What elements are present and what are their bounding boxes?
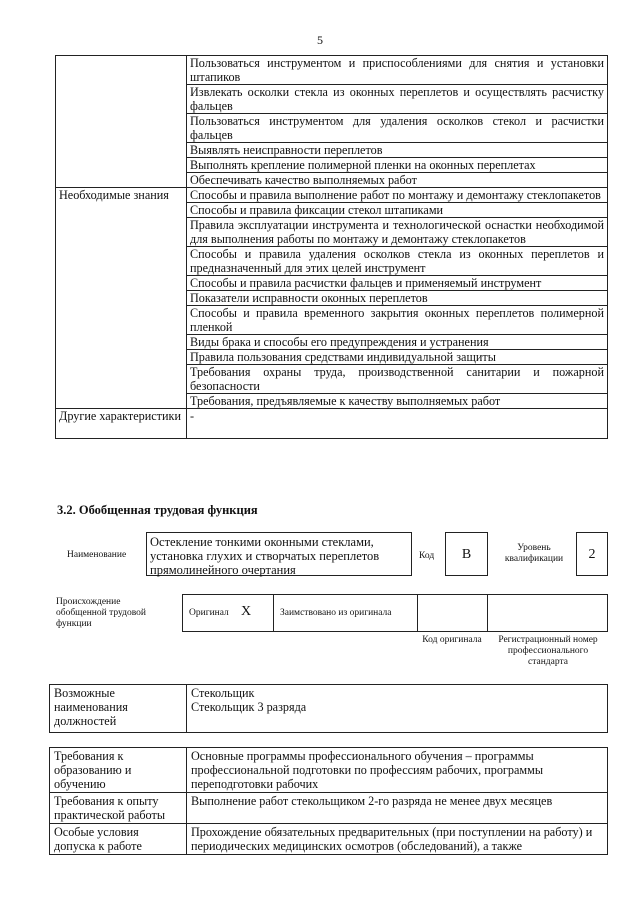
naming-label: Наименование	[67, 550, 127, 560]
list-item: Выполнять крепление полимерной пленки на оконных переплетах	[187, 158, 608, 173]
code-caption: Код оригинала	[422, 635, 482, 645]
reg-number-cell	[488, 595, 607, 631]
row-label: Возможные наименования должностей	[50, 685, 187, 733]
reg-caption: Регистрационный номер профессионального стандарта	[498, 635, 598, 667]
code-value: B	[445, 532, 488, 576]
table-row	[50, 824, 608, 855]
code-label: Код	[419, 551, 435, 561]
row-label: Требования к образованию и обучению	[50, 748, 187, 793]
page-number: 5	[317, 33, 323, 47]
row-label-knowledge: Необходимые знания	[56, 188, 187, 409]
list-item: Требования охраны труда, производственной санитарии и пожарной безопасности	[187, 365, 608, 394]
row-label: Особые условия допуска к работе	[50, 824, 187, 855]
list-item: Способы и правила удаления осколков стекла из оконных переплетов и предназначенный для этих целей инструмент	[187, 247, 608, 276]
list-item: Требования, предъявляемые к качеству выполняемых работ	[187, 394, 608, 409]
row-label: Требования к опыту практической работы	[50, 793, 187, 824]
original-label: Оригинал	[189, 608, 229, 618]
list-item: Способы и правила фиксации стекол штапиками	[187, 203, 608, 218]
naming-value: Остекление тонкими оконными стеклами, установка глухих и створчатых переплетов прямолинейного очертания	[146, 532, 412, 576]
positions-cell	[187, 685, 608, 733]
list-item: -	[187, 409, 608, 439]
original-cell	[183, 595, 274, 631]
row-value: Прохождение обязательных предварительных (при поступлении на работу) и периодических медицинских осмотров (обследований), а также	[187, 824, 608, 855]
borrowed-cell	[274, 595, 418, 631]
borrowed-label: Заимствовано из оригинала	[280, 608, 392, 618]
list-item: Виды брака и способы его предупреждения и устранения	[187, 335, 608, 350]
original-mark: X	[241, 604, 252, 619]
list-item: Способы и правила расчистки фальцев и применяемый инструмент	[187, 276, 608, 291]
origin-box	[182, 594, 608, 632]
list-item: Обеспечивать качество выполняемых работ	[187, 173, 608, 188]
table-row	[50, 685, 608, 733]
origin-label: Происхождение обобщенной трудовой функции	[56, 597, 146, 629]
list-item: Способы и правила выполнение работ по монтажу и демонтажу стеклопакетов	[187, 188, 608, 203]
table-row	[50, 748, 608, 793]
requirements-table	[49, 747, 608, 855]
table-row	[56, 409, 608, 439]
list-item: Извлекать осколки стекла из оконных переплетов и осуществлять расчистку фальцев	[187, 85, 608, 114]
positions-table	[49, 684, 608, 733]
section-title: 3.2. Обобщенная трудовая функция	[57, 503, 258, 517]
original-code-cell	[418, 595, 488, 631]
list-item: Правила эксплуатации инструмента и технологической оснастки необходимой для выполнения работы по монтажу и демонтажу стеклопакетов	[187, 218, 608, 247]
skills-knowledge-table	[55, 55, 608, 439]
level-label: Уровень квалификации	[504, 543, 564, 564]
list-item: Выявлять неисправности переплетов	[187, 143, 608, 158]
list-item: Пользоваться инструментом для удаления осколков стекол и расчистки фальцев	[187, 114, 608, 143]
row-label-other: Другие характеристики	[56, 409, 187, 439]
position-item: Стекольщик	[191, 686, 255, 700]
list-item: Способы и правила временного закрытия оконных переплетов полимерной пленкой	[187, 306, 608, 335]
position-item: Стекольщик 3 разряда	[191, 700, 307, 714]
list-item: Правила пользования средствами индивидуальной защиты	[187, 350, 608, 365]
row-value: Основные программы профессионального обучения – программы профессиональной подготовки по профессиям рабочих, программы переподготовки рабочих	[187, 748, 608, 793]
table-row	[50, 793, 608, 824]
row-value: Выполнение работ стекольщиком 2-го разряда не менее двух месяцев	[187, 793, 608, 824]
table-row	[56, 188, 608, 203]
level-value: 2	[576, 532, 608, 576]
list-item: Показатели исправности оконных переплетов	[187, 291, 608, 306]
list-item: Пользоваться инструментом и приспособлениями для снятия и установки штапиков	[187, 56, 608, 85]
table-row	[56, 56, 608, 85]
row-label	[56, 56, 187, 188]
